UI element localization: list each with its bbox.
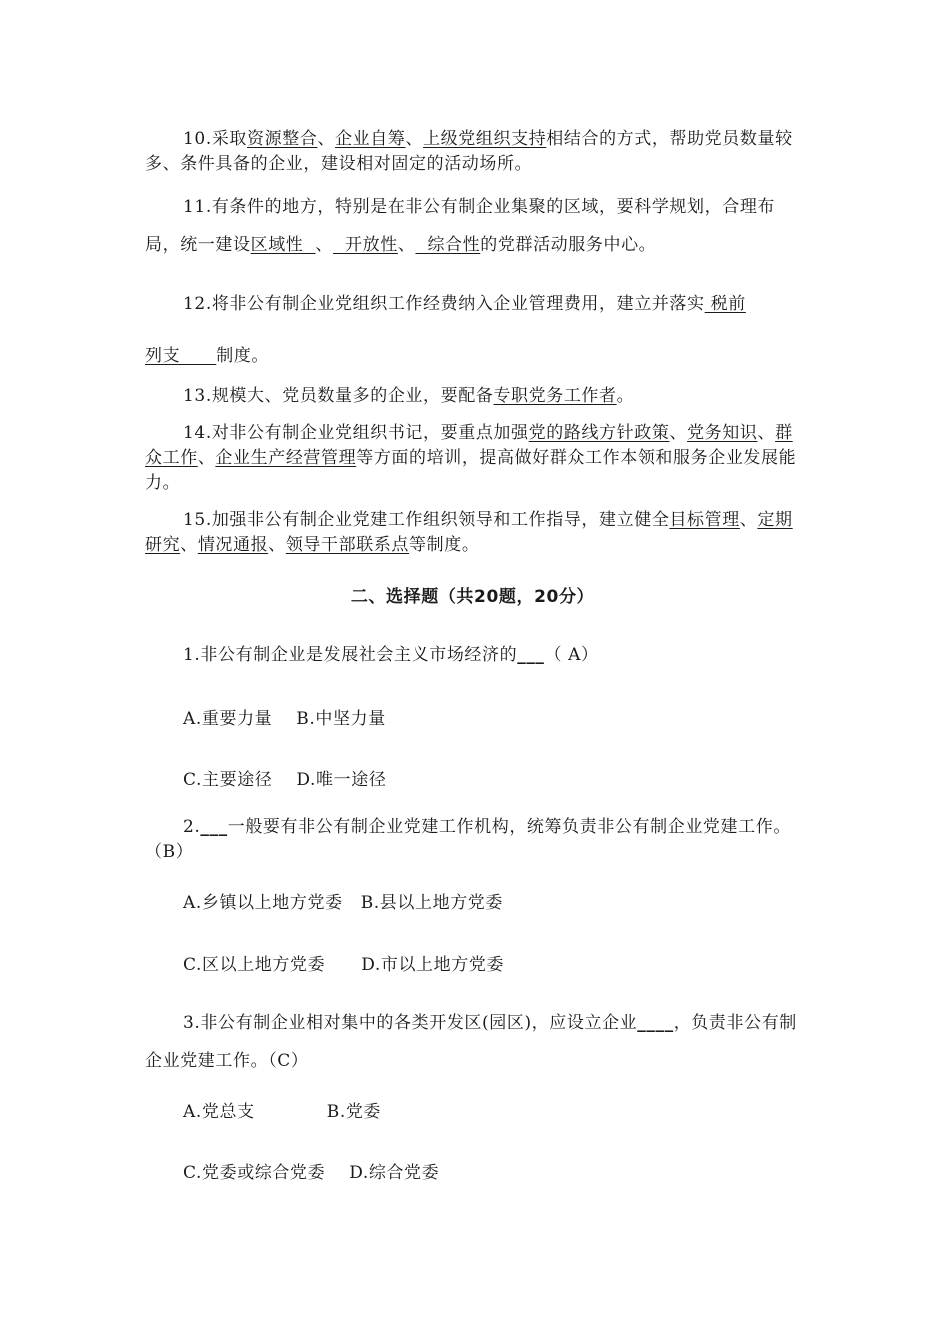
fill-question-15: 15.加强非公有制企业党建工作组织领导和工作指导，建立健全目标管理、定期研究、情况通报、领导干部联系点等制度。 (145, 510, 793, 555)
answer: 企业生产经营管理 (215, 448, 357, 468)
answer: 列支 (145, 346, 217, 366)
answer: 税前 (704, 294, 746, 314)
fill-question-14: 14.对非公有制企业党组织书记，要重点加强党的路线方针政策、党务知识、群众工作、企业生产经营管理等方面的培训，提高做好群众工作本领和服务企业发展能力。 (145, 423, 797, 493)
answer: 开放性 (333, 235, 398, 255)
fill-question-10: 10.采取资源整合、企业自筹、上级党组织支持相结合的方式，帮助党员数量较多、条件具备的企业，建设相对固定的活动场所。 (145, 129, 793, 174)
answer: 情况通报 (197, 535, 269, 555)
choice-2-options-ab: A.乡镇以上地方党委 B.县以上地方党委 (183, 893, 503, 913)
answer: 综合性 (415, 235, 481, 255)
answer: 上级党组织支持 (423, 129, 547, 149)
answer: 专职党务工作者 (493, 386, 617, 406)
answer: 区域性 (250, 235, 316, 255)
choice-1-options-cd: C.主要途径 D.唯一途径 (183, 770, 387, 790)
choice-question-3: 3.非公有制企业相对集中的各类开发区(园区)，应设立企业____，负责非公有制企业党建工作。（C） (145, 1013, 797, 1071)
answer: 党务知识 (687, 423, 758, 443)
choice-question-2: 2.___一般要有非公有制企业党建工作机构，统筹负责非公有制企业党建工作。（B） (145, 817, 791, 862)
fill-question-12: 12.将非公有制企业党组织工作经费纳入企业管理费用，建立并落实 税前列支 制度。 (145, 294, 746, 366)
answer: 定期研究 (145, 510, 793, 555)
answer: 领导干部联系点 (285, 535, 410, 555)
choice-3-options-cd: C.党委或综合党委 D.综合党委 (183, 1163, 440, 1183)
answer: 目标管理 (669, 510, 740, 530)
answer: 党的路线方针政策 (528, 423, 670, 443)
section-title: 二、选择题（共20题，20分） (350, 587, 595, 607)
answer: 群众工作 (145, 423, 793, 468)
fill-question-11: 11.有条件的地方，特别是在非公有制企业集聚的区域，要科学规划，合理布局，统一建设区域性 、 开放性、 综合性的党群活动服务中心。 (145, 197, 776, 255)
choice-2-options-cd: C.区以上地方党委 D.市以上地方党委 (183, 955, 505, 975)
fill-question-13: 13.规模大、党员数量多的企业，要配备专职党务工作者。 (183, 386, 635, 406)
answer: 资源整合 (247, 129, 318, 149)
choice-3-options-ab: A.党总支 B.党委 (183, 1102, 382, 1122)
answer: 企业自筹 (335, 129, 406, 149)
choice-question-1: 1.非公有制企业是发展社会主义市场经济的___（ A） (183, 645, 599, 665)
choice-1-options-ab: A.重要力量 B.中坚力量 (183, 709, 386, 729)
